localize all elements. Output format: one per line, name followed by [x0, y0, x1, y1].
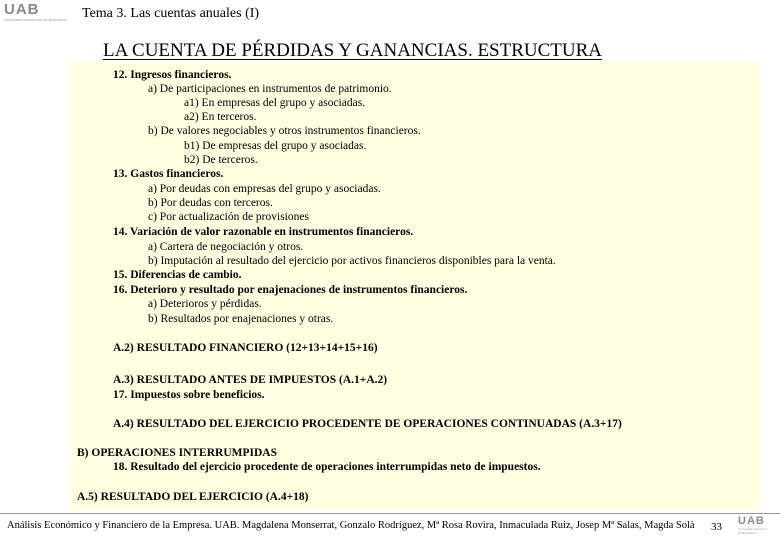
item-15: 15. Diferencias de cambio. [113, 269, 242, 281]
uab-logo-footer [738, 516, 778, 538]
item-12b2: b2) De terceros. [184, 154, 258, 166]
item-14a: a) Cartera de negociación y otros. [148, 241, 304, 253]
page-number: 33 [711, 521, 722, 533]
result-a3: A.3) RESULTADO ANTES DE IMPUESTOS (A.1+A.2) [113, 374, 388, 386]
result-a5: A.5) RESULTADO DEL EJERCICIO (A.4+18) [77, 491, 309, 503]
uab-logo-subtitle: Universitat Autònoma de Barcelona [4, 17, 67, 22]
item-14b: b) Imputación al resultado del ejercicio por activos financieros disponibles para la venta. [148, 255, 556, 267]
item-16a: a) Deterioros y pérdidas. [148, 298, 262, 310]
slide-title: LA CUENTA DE PÉRDIDAS Y GANANCIAS. ESTRUCTURA [103, 40, 603, 61]
item-13a: a) Por deudas con empresas del grupo y asociadas. [148, 183, 381, 195]
uab-logo-mark: UAB [4, 1, 40, 18]
item-13b: b) Por deudas con terceros. [148, 197, 273, 209]
footer-divider [0, 513, 780, 514]
item-13: 13. Gastos financieros. [113, 168, 224, 180]
item-14: 14. Variación de valor razonable en instrumentos financieros. [113, 226, 414, 238]
section-b: B) OPERACIONES INTERRUMPIDAS [77, 447, 277, 459]
item-12a1: a1) En empresas del grupo y asociadas. [184, 97, 366, 109]
uab-logo-footer-line1: Universitat Autònoma [738, 527, 767, 531]
item-18: 18. Resultado del ejercicio procedente de operaciones interrumpidas neto de impuestos. [113, 461, 541, 473]
item-12b1: b1) De empresas del grupo y asociadas. [184, 140, 367, 152]
item-12b: b) De valores negociables y otros instrumentos financieros. [148, 125, 421, 137]
content-panel [70, 62, 760, 510]
item-12a: a) De participaciones en instrumentos de patrimonio. [148, 83, 392, 95]
uab-logo-footer-line2: de Barcelona [738, 531, 756, 535]
uab-logo-footer-mark: UAB [738, 515, 765, 527]
item-12a2: a2) En terceros. [184, 111, 257, 123]
item-16: 16. Deterioro y resultado por enajenaciones de instrumentos financieros. [113, 284, 468, 296]
item-13c: c) Por actualización de provisiones [148, 211, 309, 223]
uab-logo [4, 2, 76, 32]
footer-credit: Análisis Económico y Financiero de la Empresa. UAB. Magdalena Monserrat, Gonzalo Rodríguez, Mª Rosa Rovira, Inmaculada Ruiz, Josep Mª Salas, Magda Solà [7, 520, 695, 531]
topic-heading: Tema 3. Las cuentas anuales (I) [82, 6, 260, 21]
item-17: 17. Impuestos sobre beneficios. [113, 389, 265, 401]
item-16b: b) Resultados por enajenaciones y otras. [148, 313, 334, 325]
result-a4: A.4) RESULTADO DEL EJERCICIO PROCEDENTE DE OPERACIONES CONTINUADAS (A.3+17) [113, 418, 622, 430]
result-a2: A.2) RESULTADO FINANCIERO (12+13+14+15+16) [113, 342, 378, 354]
item-12: 12. Ingresos financieros. [113, 69, 232, 81]
